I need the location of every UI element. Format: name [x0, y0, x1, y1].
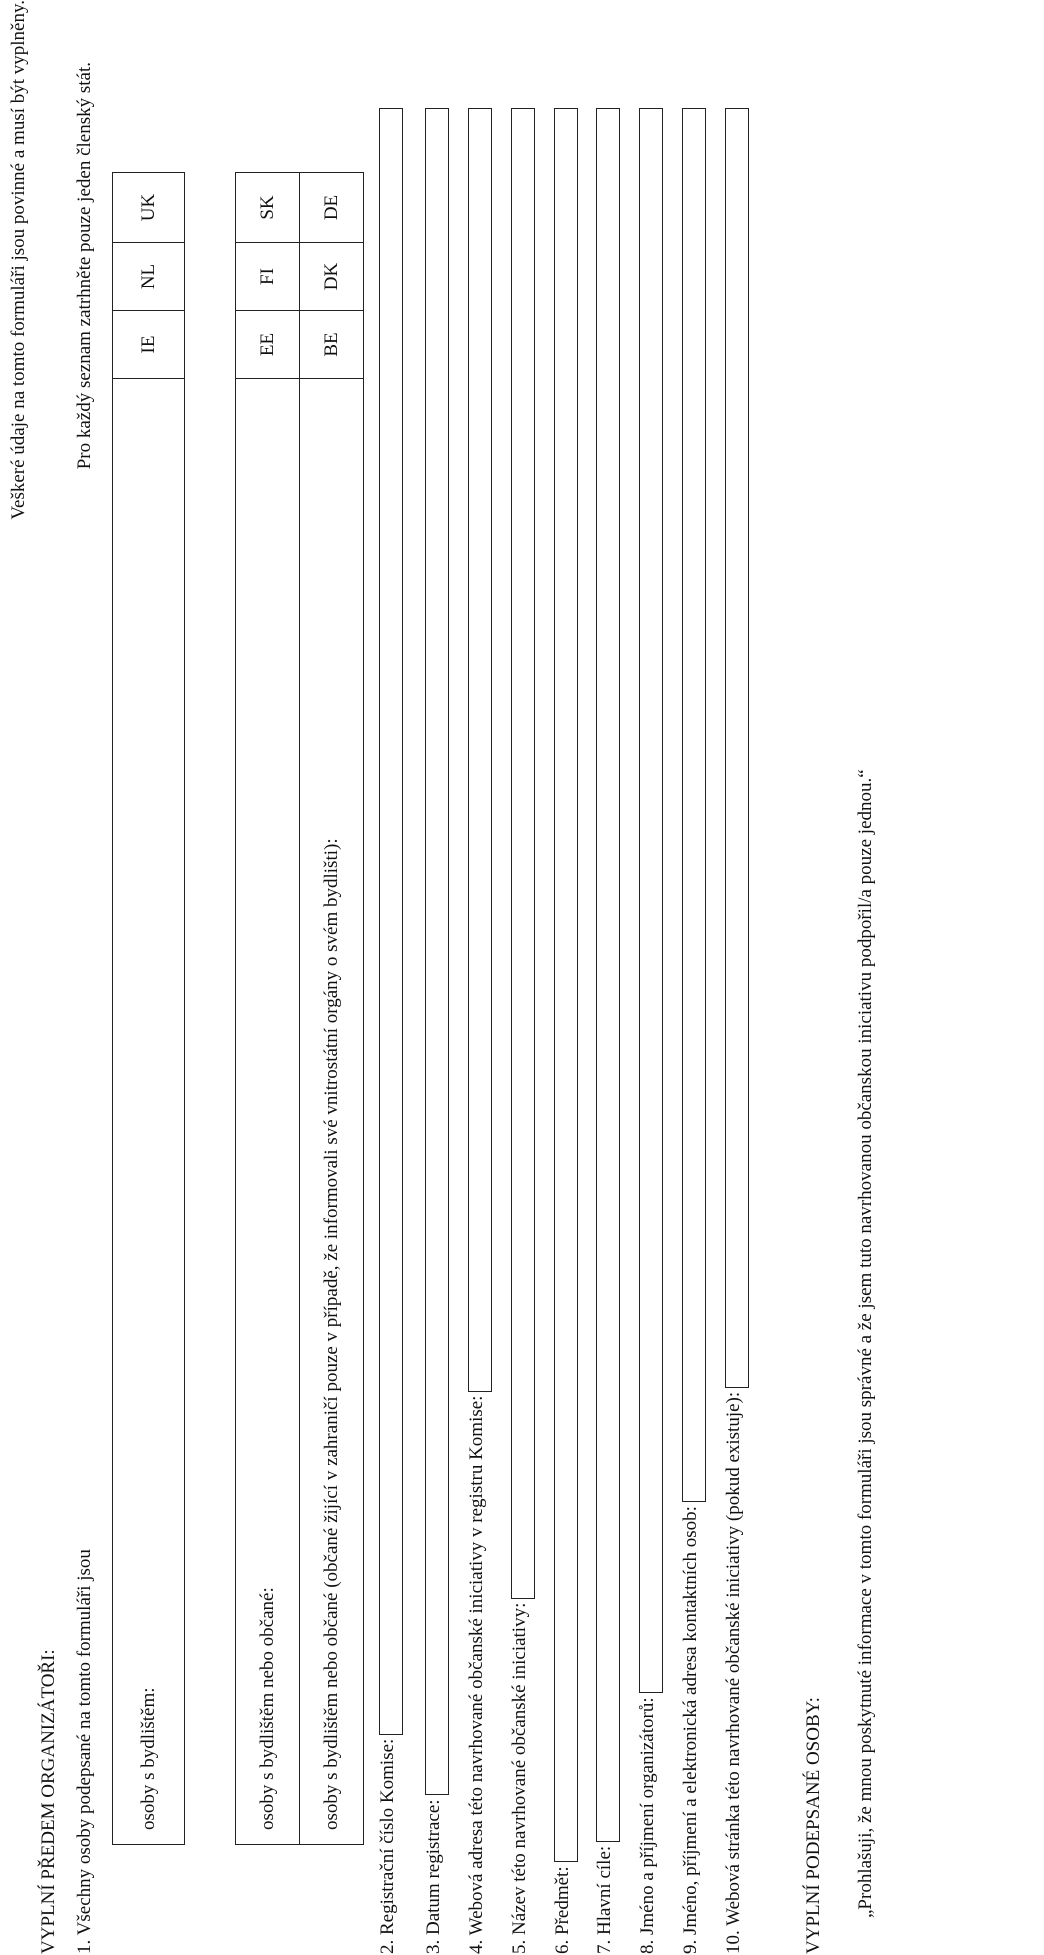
field-organizers [635, 108, 663, 1954]
country-checkbox-ie[interactable]: IE [113, 311, 185, 379]
country-checkbox-dk[interactable]: DK [300, 243, 364, 311]
subject-input[interactable] [554, 108, 578, 1862]
field-label: 9. Jméno, příjmení a elektronická adresa kontaktních osob: [680, 1506, 701, 1954]
field-initiative-title [507, 108, 535, 1954]
field-label: 4. Webová adresa této navrhované občanské iniciativy v registru Komise: [466, 1395, 487, 1954]
field-label: 5. Název této navrhované občanské iniciativy: [509, 1602, 530, 1954]
mandatory-notice: Veškeré údaje na tomto formuláři jsou povinné a musí být vyplněny. [8, 0, 29, 520]
field-label: 8. Jméno a příjmení organizátorů: [637, 1697, 658, 1954]
field-label: 7. Hlavní cíle: [594, 1845, 615, 1954]
field-label: 2. Registrační číslo Komise: [377, 1738, 398, 1954]
country-checkbox-ee[interactable]: EE [236, 311, 300, 379]
field-register-url [464, 108, 492, 1954]
field-label: 6. Předmět: [552, 1866, 573, 1954]
country-checkbox-sk[interactable]: SK [236, 173, 300, 243]
country-checkbox-de[interactable]: DE [300, 173, 364, 243]
field-registration-date [421, 108, 449, 1954]
register-url-input[interactable] [468, 108, 492, 1392]
field-registration-number [375, 108, 403, 1954]
declaration-text: „Prohlašuji, že mnou poskytnuté informace v tomto formuláři jsou správné a že jsem tuto navrhovanou občanskou iniciativu podpořil/a pouze jednou.“ [855, 769, 876, 1918]
website-input[interactable] [725, 108, 749, 1388]
registration-number-input[interactable] [379, 108, 403, 1735]
country-checkbox-be[interactable]: BE [300, 311, 364, 379]
country-checkbox-uk[interactable]: UK [113, 173, 185, 243]
contact-persons-input[interactable] [682, 108, 706, 1502]
field-main-objectives [592, 108, 620, 1954]
organizers-input[interactable] [639, 108, 663, 1693]
registration-date-input[interactable] [425, 108, 449, 1795]
table-row [236, 173, 300, 1845]
table-spacer [185, 173, 236, 1845]
row-label: osoby s bydlištěm: [113, 379, 185, 1845]
signatories-heading: VYPLNÍ PODEPSANÉ OSOBY: [803, 1697, 824, 1954]
field-label: 10. Webová stránka této navrhované občanské iniciativy (pokud existuje): [723, 1391, 744, 1954]
country-checkbox-nl[interactable]: NL [113, 243, 185, 311]
table-row [300, 173, 364, 1845]
row-label: osoby s bydlištěm nebo občané (občané žijící v zahraničí pouze v případě, že informovali své vnitrostátní orgány o svém bydlišti): [300, 379, 364, 1845]
field-contact-persons [678, 108, 706, 1954]
row-label: osoby s bydlištěm nebo občané: [236, 379, 300, 1845]
field-subject [550, 108, 578, 1954]
organizers-heading: VYPLNÍ PŘEDEM ORGANIZÁTOŘI: [38, 1649, 59, 1954]
list-instruction: Pro každý seznam zatrhněte pouze jeden členský stát. [74, 62, 95, 470]
member-state-table [112, 172, 364, 1845]
main-objectives-input[interactable] [596, 108, 620, 1842]
field-website [721, 108, 749, 1954]
country-checkbox-fi[interactable]: FI [236, 243, 300, 311]
field-label: 3. Datum registrace: [423, 1799, 444, 1954]
initiative-title-input[interactable] [511, 108, 535, 1599]
item1-label: 1. Všechny osoby podepsané na tomto formuláři jsou [74, 1549, 95, 1954]
table-row [113, 173, 185, 1845]
